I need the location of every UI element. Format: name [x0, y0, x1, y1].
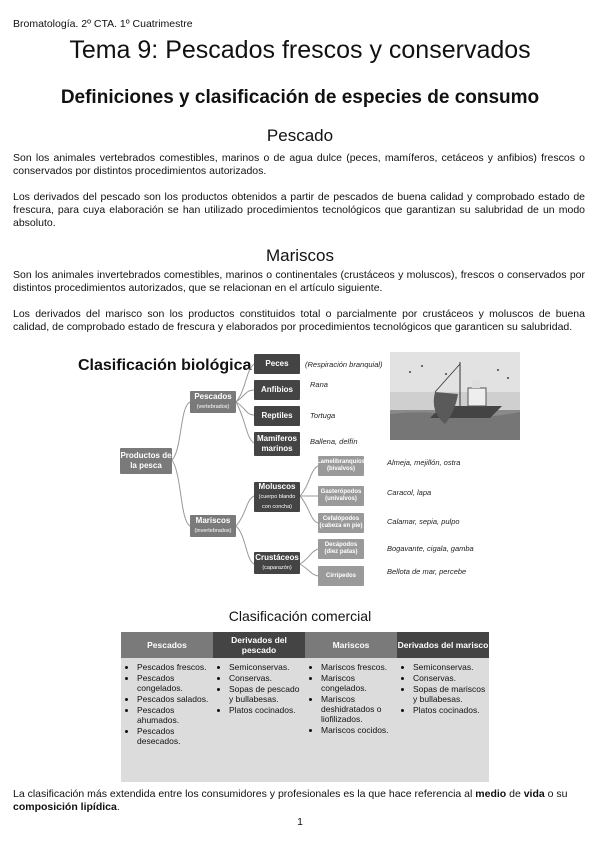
- node-productos-pesca-label: Productos de la pesca: [120, 451, 172, 470]
- column-header: Derivados del pescado: [213, 632, 305, 658]
- node-mamiferos: [254, 432, 300, 456]
- example-reptiles: Tortuga: [310, 411, 336, 420]
- list-item: • Mariscos cocidos.: [321, 725, 397, 735]
- node-cefalopodos: [318, 513, 364, 533]
- node-cirripedos: [318, 566, 364, 586]
- footer-bold-vida: vida: [523, 788, 545, 800]
- paragraph-pescado-definition: Son los animales vertebrados comestibles, marinos o de agua dulce (peces, mamíferos, cetáceos y anfibios) frescos o conservados por distintos procedimientos autorizados.: [13, 152, 585, 177]
- column-list: [305, 662, 397, 735]
- node-peces: [254, 354, 300, 374]
- diagram-title: Clasificación biológica: [78, 357, 252, 374]
- node-pescados-label: Pescados: [194, 392, 232, 401]
- column-header: Derivados del marisco: [397, 632, 489, 658]
- node-anfibios-label: Anfibios: [261, 385, 293, 394]
- page-subtitle: Definiciones y clasificación de especies de consumo: [60, 87, 540, 108]
- list-item: • Pescados frescos.: [137, 662, 213, 672]
- footer-paragraph: [13, 788, 588, 814]
- page-title: Tema 9: Pescados frescos y conservados: [69, 36, 531, 64]
- node-mamiferos-label: Mamíferos marinos: [256, 434, 297, 453]
- node-lamelibranquios: [318, 456, 364, 476]
- list-item: • Pescados congelados.: [137, 673, 213, 693]
- list-item: • Platos cocinados.: [413, 705, 489, 715]
- node-pescados-sub: (vertebrados): [196, 404, 230, 410]
- list-item: • Mariscos congelados.: [321, 673, 397, 693]
- node-decapodos: [318, 539, 364, 559]
- node-mariscos: [190, 515, 236, 537]
- node-pescados: [190, 391, 236, 413]
- node-lamelibranquios-label: Lamelibranquios (bivalvos): [317, 459, 366, 472]
- column-list: [397, 662, 489, 715]
- commercial-column-derivados-marisco: [397, 632, 489, 782]
- paragraph-mariscos-derivados: Los derivados del marisco son los productos constituidos total o parcialmente por crustáceos y moluscos de buena calidad, de comprobado estado de frescura y elaborados por procedimientos tecnológicos que garanticen su salubridad.: [13, 308, 585, 333]
- example-lamelibranquios: Almeja, mejillón, ostra: [387, 458, 461, 467]
- commercial-column-derivados-pescado: [213, 632, 305, 782]
- example-mamiferos: Ballena, delfín: [310, 437, 358, 446]
- node-reptiles: [254, 406, 300, 426]
- node-crustaceos-label: Crustáceos: [255, 553, 299, 562]
- example-peces: (Respiración branquial): [305, 360, 383, 369]
- fishing-boat-photo: [390, 352, 520, 440]
- section-heading-mariscos: Mariscos: [265, 246, 334, 265]
- list-item: • Sopas de mariscos y bullabesas.: [413, 684, 489, 704]
- footer-text: La clasificación más extendida entre los consumidores y profesionales es la que hace referencia al: [13, 788, 476, 800]
- node-moluscos-label: Moluscos: [258, 482, 296, 491]
- node-anfibios: [254, 380, 300, 400]
- section-heading-pescado: Pescado: [266, 126, 334, 145]
- commercial-column-pescados: [121, 632, 213, 782]
- footer-text: o su: [544, 788, 568, 800]
- example-anfibios: Rana: [310, 380, 328, 389]
- page-number: 1: [297, 816, 303, 828]
- paragraph-pescado-derivados: Los derivados del pescado son los productos obtenidos a partir de pescados de buena calidad y comprobado estado de frescura, para cuya elaboración se han utilizado procedimientos tecnológicos que garantizan su salubridad de un modo absoluto.: [13, 191, 585, 229]
- column-header: Pescados: [121, 632, 213, 658]
- node-reptiles-label: Reptiles: [261, 411, 293, 420]
- column-header: Mariscos: [305, 632, 397, 658]
- example-decapodos: Bogavante, cigala, gamba: [387, 544, 474, 553]
- document-header: Bromatología. 2º CTA. 1º Cuatrimestre: [13, 18, 193, 30]
- node-cefalopodos-label: Cefalópodos (cabeza en pie): [319, 516, 363, 529]
- node-mariscos-label: Mariscos: [195, 516, 231, 525]
- list-item: • Pescados desecados.: [137, 726, 213, 746]
- footer-bold-medio: medio: [475, 788, 507, 800]
- list-item: • Pescados ahumados.: [137, 705, 213, 725]
- list-item: • Semiconservas.: [229, 662, 305, 672]
- commercial-title: Clasificación comercial: [228, 608, 372, 624]
- list-item: • Mariscos deshidratados o liofilizados.: [321, 694, 397, 724]
- list-item: • Mariscos frescos.: [321, 662, 397, 672]
- list-item: • Semiconservas.: [413, 662, 489, 672]
- node-gasteropodos: [318, 486, 364, 506]
- node-cirripedos-label: Cirrípedos: [325, 572, 356, 579]
- footer-text: de: [506, 788, 524, 800]
- example-gasteropodos: Caracol, lapa: [387, 488, 432, 497]
- list-item: • Conservas.: [413, 673, 489, 683]
- example-cefalopodos: Calamar, sepia, pulpo: [387, 517, 460, 526]
- paragraph-mariscos-definition: Son los animales invertebrados comestibles, marinos o continentales (crustáceos y moluscos), frescos o conservados por distintos procedimientos autorizados, que se relacionan en el artículo siguiente.: [13, 269, 585, 294]
- example-cirripedos: Bellota de mar, percebe: [387, 567, 467, 576]
- node-decapodos-label: Decápodos (diez patas): [324, 542, 358, 555]
- footer-text: .: [116, 801, 120, 813]
- node-gasteropodos-label: Gasterópodos (univalvos): [320, 489, 362, 502]
- column-list: [213, 662, 305, 715]
- node-crustaceos: [254, 552, 300, 574]
- list-item: • Pescados salados.: [137, 694, 213, 704]
- node-moluscos: [254, 482, 300, 512]
- list-item: • Conservas.: [229, 673, 305, 683]
- node-mariscos-sub: (invertebrados): [194, 528, 232, 534]
- column-list: [121, 662, 213, 746]
- list-item: • Sopas de pescado y bullabesas.: [229, 684, 305, 704]
- commercial-column-mariscos: [305, 632, 397, 782]
- list-item: • Platos cocinados.: [229, 705, 305, 715]
- node-moluscos-sub: (cuerpo blando con concha): [258, 494, 296, 510]
- node-crustaceos-sub: (caparazón): [262, 565, 292, 571]
- node-peces-label: Peces: [265, 359, 289, 368]
- footer-bold-composicion: composición lipídica: [13, 801, 117, 813]
- node-productos-pesca: [120, 448, 172, 474]
